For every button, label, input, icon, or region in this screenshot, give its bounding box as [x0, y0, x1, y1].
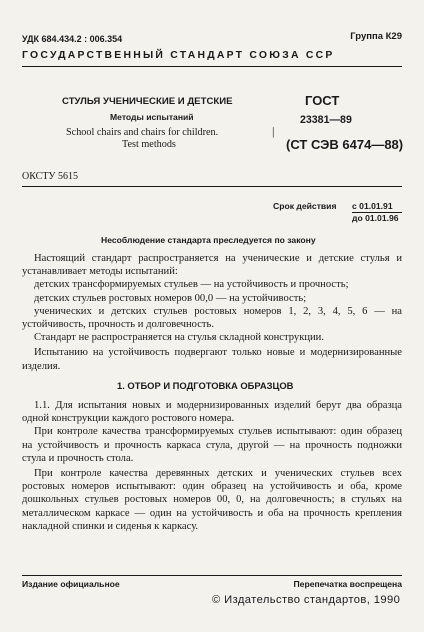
intro-paragraph: Настоящий стандарт распространяется на ученические и детские стулья и устанавливает методы испытаний:: [22, 253, 402, 278]
intro-paragraph: Стандарт не распространяется на стулья складной конструкции.: [34, 332, 325, 344]
st-sev-number: (СТ СЭВ 6474—88): [286, 137, 404, 152]
intro-paragraph: Испытанию на устойчивость подвергают только новые и модернизированные изделия.: [22, 347, 402, 372]
title-ru: СТУЛЬЯ УЧЕНИЧЕСКИЕ И ДЕТСКИЕ: [62, 96, 233, 107]
validity-from: с 01.01.91: [352, 201, 393, 211]
okstu-code: ОКСТУ 5615: [22, 171, 79, 182]
gost-label: ГОСТ: [305, 93, 340, 108]
subtitle-ru: Методы испытаний: [110, 112, 194, 122]
state-standard-heading: ГОСУДАРСТВЕННЫЙ СТАНДАРТ СОЮЗА ССР: [22, 50, 335, 61]
group-code: Группа К29: [350, 31, 402, 42]
title-en-line1: School chairs and chairs for children.: [66, 127, 219, 138]
intro-paragraph: детских трансформируемых стульев — на устойчивость и прочность;: [34, 279, 349, 291]
section-paragraph: При контроле качества деревянных детских и ученических стульев всех ростовых номеров испытывают: один образец на устойчивость и оба, кроме дошкольных стульев ростовых номеров 00, 0, на долговечность; в стульях на металлическом каркасе — один на устойчивость и оба на прочность крепления накладной спинки и сиденья к каркасу.: [22, 468, 402, 532]
okstu-rule: [22, 186, 402, 187]
section-paragraph: 1.1. Для испытания новых и модернизированных изделий берут два образца одной конструкции каждого ростового номера.: [22, 400, 402, 425]
official-edition: Издание официальное: [22, 579, 120, 589]
intro-paragraph: ученических и детских стульев ростовых номеров 1, 2, 3, 4, 5, 6 — на устойчивость, прочность и долговечность.: [22, 305, 402, 331]
udk-code: УДК 684.434.2 : 006.354: [22, 34, 123, 44]
section-paragraph: При контроле качества трансформируемых стульев испытывают: один образец на устойчивость и прочность каркаса стула, другой — на прочность подножки стула и прочность стола.: [22, 426, 402, 464]
footer-rule: [22, 575, 402, 576]
non-compliance-notice: Несоблюдение стандарта преследуется по закону: [101, 235, 316, 245]
section-heading: 1. ОТБОР И ПОДГОТОВКА ОБРАЗЦОВ: [117, 380, 294, 391]
intro-paragraph: детских стульев ростовых номеров 00,0 — на устойчивость;: [34, 292, 307, 304]
intro-text: [22, 252, 402, 373]
copyright: © Издательство стандартов, 1990: [212, 594, 401, 606]
validity-to: до 01.01.96: [352, 213, 399, 223]
validity-label: Срок действия: [273, 201, 337, 211]
title-en-line2: Test methods: [122, 139, 176, 150]
header-rule: [22, 66, 402, 67]
section-body: [22, 399, 402, 533]
separator-mark: |: [272, 124, 275, 138]
reprint-notice: Перепечатка воспрещена: [293, 579, 402, 589]
gost-number: 23381—89: [300, 114, 352, 126]
